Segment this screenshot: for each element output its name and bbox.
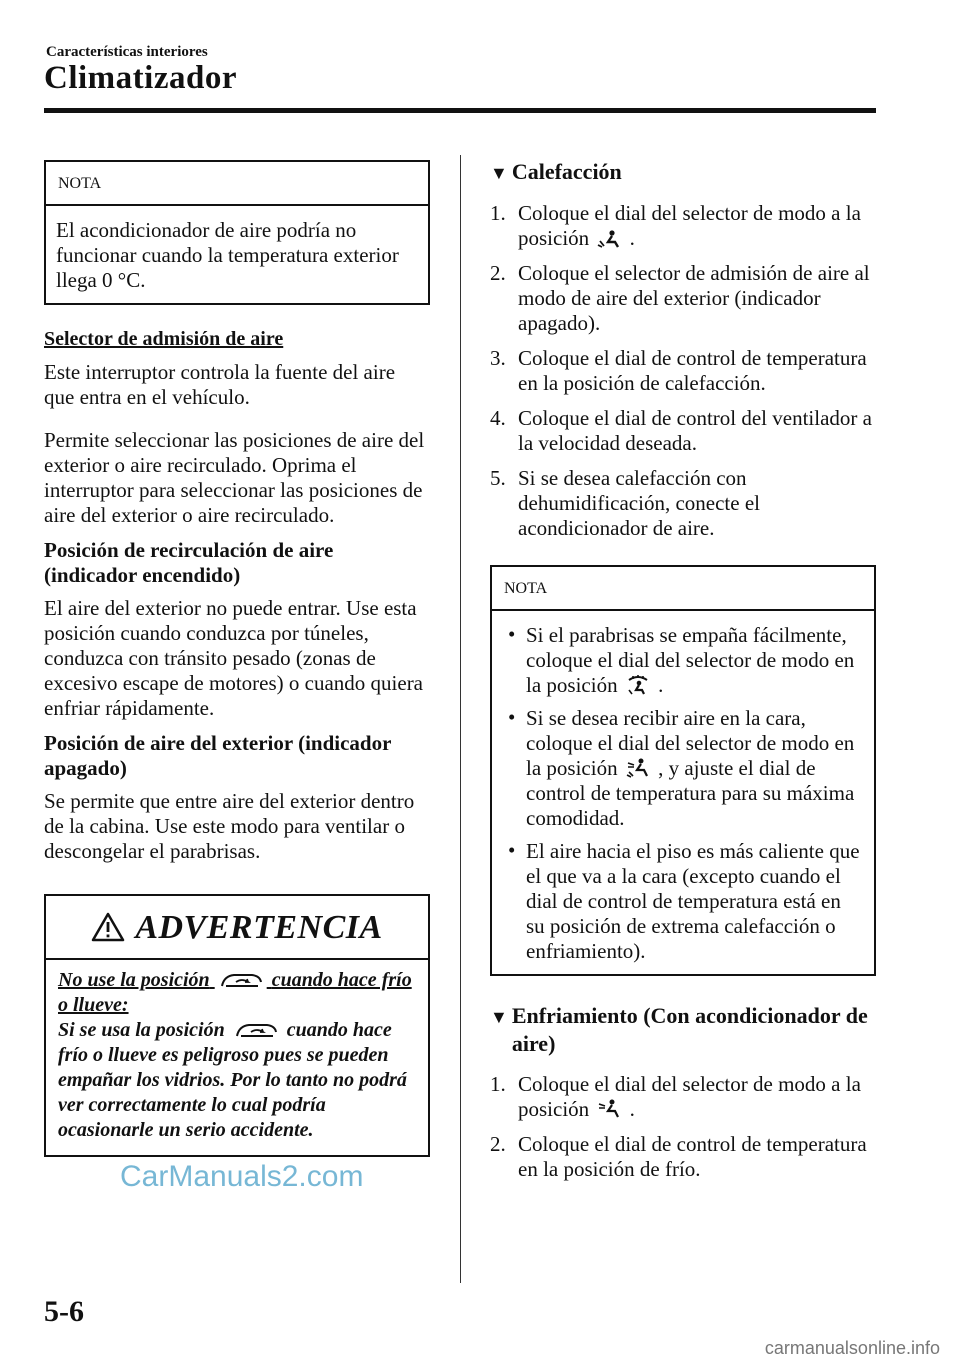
note-bullet-item <box>502 623 864 698</box>
cooling-steps <box>490 1072 876 1182</box>
step-number: 4. <box>490 406 506 430</box>
step-number: 2. <box>490 1132 506 1156</box>
step-text: Coloque el dial de control de temperatura en la posición de calefacción. <box>518 346 867 395</box>
bullet-icon: • <box>508 838 516 862</box>
left-column <box>44 160 430 1157</box>
column-divider <box>460 155 461 1283</box>
step-text-end: . <box>629 226 635 250</box>
page-title: Climatizador <box>44 60 237 96</box>
recirculation-heading: Posición de recirculación de aire (indicador encendido) <box>44 538 334 587</box>
bullet-icon: • <box>508 622 516 646</box>
title-rule <box>44 108 876 113</box>
note-box <box>490 565 876 976</box>
note-label: NOTA <box>492 567 874 611</box>
floor-defrost-mode-icon <box>626 674 650 696</box>
warning-box <box>44 894 430 1157</box>
note-bullet-text-end: . <box>658 673 664 697</box>
step-text: Coloque el dial del selector de modo a la posición <box>518 1072 861 1121</box>
heating-heading <box>490 158 876 187</box>
heating-step <box>490 261 876 336</box>
recirculation-icon <box>233 1020 279 1040</box>
note-bullet-text: Si se desea recibir aire en la cara, coloque el dial del selector de modo en la posición <box>526 706 855 780</box>
note-bullet-text: El aire hacia el piso es más caliente que el que va a la cara (excepto cuando el dial de control de temperatura está en su posición de extrema calefacción o enfriamiento). <box>526 839 860 963</box>
warning-title: ADVERTENCIA <box>135 908 383 946</box>
outside-air-heading: Posición de aire del exterior (indicador apagado) <box>44 731 392 780</box>
heating-steps <box>490 201 876 541</box>
warning-explanation <box>58 1018 416 1143</box>
outside-air-text: Se permite que entre aire del exterior dentro de la cabina. Use este modo para ventilar o descongelar el parabrisas. <box>44 789 415 863</box>
recirculation-text: El aire del exterior no puede entrar. Use esta posición cuando conduzca por túneles, conduzca con tránsito pesado (zonas de excesivo escape de motores) o cuando quiera enfriar rápidamente. <box>44 596 424 720</box>
heating-step <box>490 406 876 456</box>
warning-body <box>46 960 428 1155</box>
floor-mode-icon <box>597 229 621 249</box>
note-list <box>492 611 874 974</box>
recirculation-icon <box>218 970 264 990</box>
note-bullet-item <box>502 839 864 964</box>
heating-step <box>490 466 876 541</box>
note-bullet-text-end: , y ajuste el dial de control de temperatura para su máxima comodidad. <box>526 756 855 830</box>
step-number: 2. <box>490 261 506 285</box>
heating-step <box>490 346 876 396</box>
note-box <box>44 160 430 305</box>
heading-triangle-icon: ▼ <box>490 1007 508 1027</box>
warning-triangle-icon <box>91 912 125 942</box>
step-number: 1. <box>490 201 506 225</box>
warning-line2a: Si se usa la posición <box>58 1019 225 1041</box>
warning-line2b: cuando hace frío o llueve es peligroso pues se pueden empañar los vidrios. Por lo tanto no podrá ver correctamente lo cual podría ocasionarle un serio accidente. <box>58 1019 407 1141</box>
step-text: Coloque el selector de admisión de aire al modo de aire del exterior (indicador apagado). <box>518 261 870 335</box>
bi-level-mode-icon <box>597 1098 621 1120</box>
warning-line1b: cuando hace frío o llueve: <box>58 969 412 1016</box>
step-text-end: . <box>629 1097 635 1121</box>
heating-heading-text: Calefacción <box>511 159 622 184</box>
cooling-step <box>490 1132 876 1182</box>
intake-selector-heading: Selector de admisión de aire <box>44 328 284 350</box>
footer-watermark: carmanualsonline.info <box>764 1338 940 1358</box>
cooling-heading <box>490 1002 876 1058</box>
intake-paragraph-2: Permite seleccionar las posiciones de aire del exterior o aire recirculado. Oprima el interruptor para seleccionar las posiciones de aire del exterior o aire recirculado. <box>44 428 425 527</box>
warning-line1a: No use la posición <box>58 969 210 991</box>
heating-step <box>490 201 876 251</box>
section-label: Características interiores <box>46 44 208 60</box>
watermark: CarManuals2.com <box>120 1160 364 1193</box>
heading-triangle-icon: ▼ <box>490 163 508 183</box>
intake-paragraph-1: Este interruptor controla la fuente del aire que entra en el vehículo. <box>44 360 396 409</box>
warning-caution-line <box>58 968 416 1018</box>
step-number: 5. <box>490 466 506 490</box>
step-number: 3. <box>490 346 506 370</box>
bi-level-mode-icon <box>626 757 650 779</box>
warning-header <box>46 896 428 960</box>
note-bullet-item <box>502 706 864 831</box>
bullet-icon: • <box>508 705 516 729</box>
step-number: 1. <box>490 1072 506 1096</box>
page-number: 5-6 <box>44 1295 84 1328</box>
step-text: Coloque el dial de control de temperatura en la posición de frío. <box>518 1132 867 1181</box>
cooling-heading-text: Enfriamiento (Con acondicionador de aire) <box>511 1003 868 1056</box>
note-bullet-text: Si el parabrisas se empaña fácilmente, coloque el dial del selector de modo en la posición <box>526 623 855 697</box>
cooling-step <box>490 1072 876 1122</box>
right-column <box>490 158 876 1192</box>
step-text: Coloque el dial de control del ventilador a la velocidad deseada. <box>518 406 872 455</box>
step-text: Si se desea calefacción con dehumidificación, conecte el acondicionador de aire. <box>518 466 760 540</box>
note-text: El acondicionador de aire podría no funcionar cuando la temperatura exterior llega 0 °C. <box>56 218 399 292</box>
step-text: Coloque el dial del selector de modo a la posición <box>518 201 861 250</box>
note-label: NOTA <box>46 162 428 206</box>
